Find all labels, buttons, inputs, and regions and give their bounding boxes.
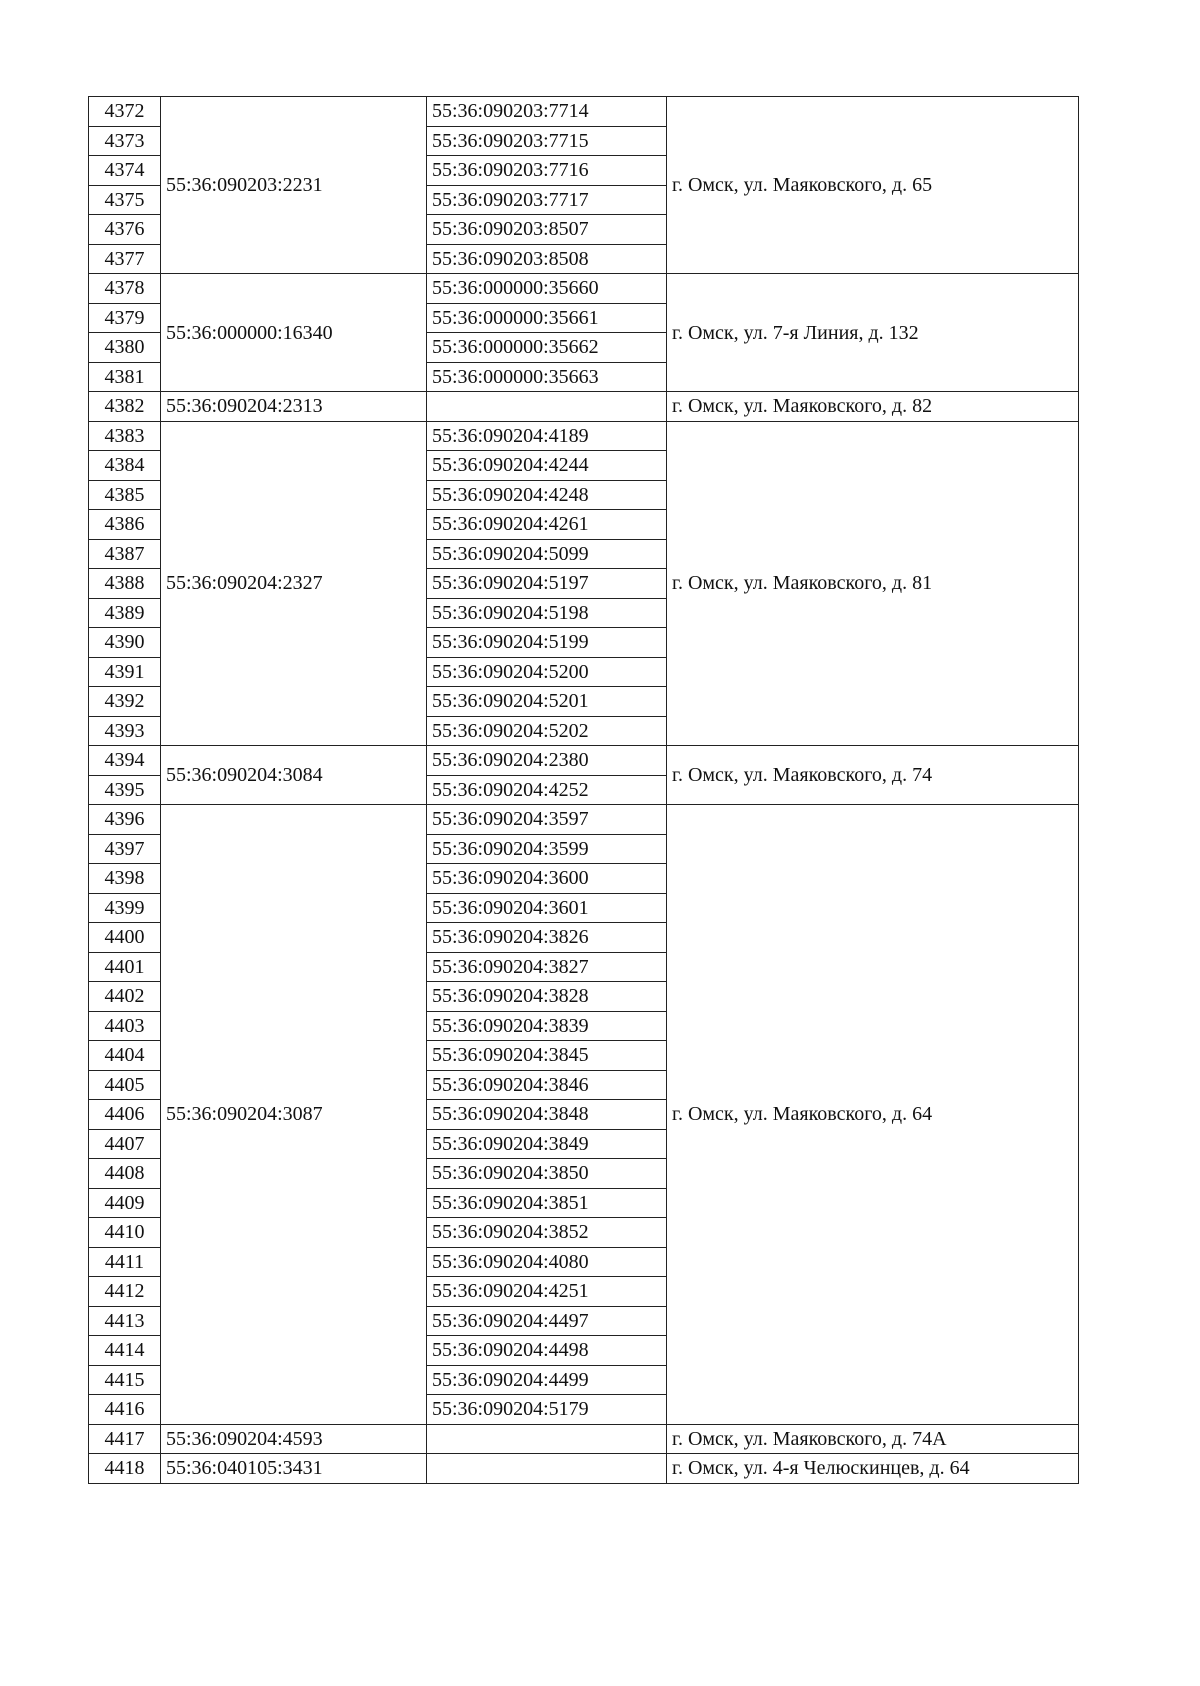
row-number-cell: 4398 [89, 864, 161, 894]
row-number-cell: 4393 [89, 716, 161, 746]
object-cadastral-number-cell: 55:36:000000:35663 [427, 362, 667, 392]
object-cadastral-number-cell: 55:36:090204:5202 [427, 716, 667, 746]
object-cadastral-number-cell: 55:36:090204:3827 [427, 952, 667, 982]
object-cadastral-number-cell: 55:36:090204:3851 [427, 1188, 667, 1218]
object-cadastral-number-cell: 55:36:090204:4248 [427, 480, 667, 510]
object-cadastral-number-cell: 55:36:090204:5198 [427, 598, 667, 628]
row-number-cell: 4407 [89, 1129, 161, 1159]
row-number-cell: 4402 [89, 982, 161, 1012]
row-number-cell: 4396 [89, 805, 161, 835]
row-number-cell: 4380 [89, 333, 161, 363]
address-cell: г. Омск, ул. Маяковского, д. 64 [667, 805, 1079, 1425]
object-cadastral-number-cell: 55:36:090204:3846 [427, 1070, 667, 1100]
object-cadastral-number-cell: 55:36:090204:4244 [427, 451, 667, 481]
row-number-cell: 4417 [89, 1424, 161, 1454]
row-number-cell: 4389 [89, 598, 161, 628]
row-number-cell: 4386 [89, 510, 161, 540]
object-cadastral-number-cell [427, 392, 667, 422]
object-cadastral-number-cell: 55:36:090204:3850 [427, 1159, 667, 1189]
object-cadastral-number-cell: 55:36:090204:5099 [427, 539, 667, 569]
row-number-cell: 4383 [89, 421, 161, 451]
object-cadastral-number-cell: 55:36:090203:7717 [427, 185, 667, 215]
object-cadastral-number-cell: 55:36:090203:8508 [427, 244, 667, 274]
cadastral-register-table [88, 96, 1079, 1484]
object-cadastral-number-cell: 55:36:090203:7715 [427, 126, 667, 156]
object-cadastral-number-cell: 55:36:090204:5200 [427, 657, 667, 687]
parcel-cadastral-number-cell: 55:36:090204:3087 [161, 805, 427, 1425]
row-number-cell: 4376 [89, 215, 161, 245]
row-number-cell: 4384 [89, 451, 161, 481]
row-number-cell: 4379 [89, 303, 161, 333]
row-number-cell: 4392 [89, 687, 161, 717]
row-number-cell: 4415 [89, 1365, 161, 1395]
object-cadastral-number-cell: 55:36:090204:3597 [427, 805, 667, 835]
row-number-cell: 4405 [89, 1070, 161, 1100]
object-cadastral-number-cell: 55:36:090204:5201 [427, 687, 667, 717]
row-number-cell: 4388 [89, 569, 161, 599]
address-cell: г. Омск, ул. Маяковского, д. 82 [667, 392, 1079, 422]
object-cadastral-number-cell: 55:36:090204:3828 [427, 982, 667, 1012]
parcel-cadastral-number-cell: 55:36:090203:2231 [161, 97, 427, 274]
row-number-cell: 4410 [89, 1218, 161, 1248]
row-number-cell: 4394 [89, 746, 161, 776]
row-number-cell: 4372 [89, 97, 161, 127]
row-number-cell: 4382 [89, 392, 161, 422]
document-sheet [88, 96, 1079, 1484]
row-number-cell: 4395 [89, 775, 161, 805]
row-number-cell: 4403 [89, 1011, 161, 1041]
object-cadastral-number-cell [427, 1424, 667, 1454]
address-cell: г. Омск, ул. Маяковского, д. 74 [667, 746, 1079, 805]
register-table-body [89, 97, 1079, 1484]
table-row [89, 746, 1079, 776]
object-cadastral-number-cell: 55:36:000000:35661 [427, 303, 667, 333]
address-cell: г. Омск, ул. Маяковского, д. 65 [667, 97, 1079, 274]
table-row [89, 1454, 1079, 1484]
address-cell: г. Омск, ул. Маяковского, д. 74А [667, 1424, 1079, 1454]
row-number-cell: 4412 [89, 1277, 161, 1307]
object-cadastral-number-cell: 55:36:090204:4252 [427, 775, 667, 805]
table-row [89, 392, 1079, 422]
row-number-cell: 4385 [89, 480, 161, 510]
address-cell: г. Омск, ул. 7-я Линия, д. 132 [667, 274, 1079, 392]
row-number-cell: 4373 [89, 126, 161, 156]
object-cadastral-number-cell: 55:36:090204:4261 [427, 510, 667, 540]
object-cadastral-number-cell: 55:36:090204:3849 [427, 1129, 667, 1159]
object-cadastral-number-cell [427, 1454, 667, 1484]
row-number-cell: 4404 [89, 1041, 161, 1071]
object-cadastral-number-cell: 55:36:090204:5199 [427, 628, 667, 658]
object-cadastral-number-cell: 55:36:000000:35660 [427, 274, 667, 304]
object-cadastral-number-cell: 55:36:090204:4498 [427, 1336, 667, 1366]
row-number-cell: 4418 [89, 1454, 161, 1484]
row-number-cell: 4406 [89, 1100, 161, 1130]
object-cadastral-number-cell: 55:36:090204:4080 [427, 1247, 667, 1277]
parcel-cadastral-number-cell: 55:36:090204:2327 [161, 421, 427, 746]
row-number-cell: 4375 [89, 185, 161, 215]
object-cadastral-number-cell: 55:36:000000:35662 [427, 333, 667, 363]
row-number-cell: 4399 [89, 893, 161, 923]
table-row [89, 421, 1079, 451]
object-cadastral-number-cell: 55:36:090203:7716 [427, 156, 667, 186]
parcel-cadastral-number-cell: 55:36:040105:3431 [161, 1454, 427, 1484]
row-number-cell: 4400 [89, 923, 161, 953]
object-cadastral-number-cell: 55:36:090203:8507 [427, 215, 667, 245]
object-cadastral-number-cell: 55:36:090204:3826 [427, 923, 667, 953]
row-number-cell: 4416 [89, 1395, 161, 1425]
row-number-cell: 4374 [89, 156, 161, 186]
row-number-cell: 4378 [89, 274, 161, 304]
row-number-cell: 4409 [89, 1188, 161, 1218]
row-number-cell: 4401 [89, 952, 161, 982]
row-number-cell: 4397 [89, 834, 161, 864]
parcel-cadastral-number-cell: 55:36:090204:2313 [161, 392, 427, 422]
row-number-cell: 4387 [89, 539, 161, 569]
parcel-cadastral-number-cell: 55:36:090204:4593 [161, 1424, 427, 1454]
object-cadastral-number-cell: 55:36:090204:4189 [427, 421, 667, 451]
row-number-cell: 4381 [89, 362, 161, 392]
table-row [89, 1424, 1079, 1454]
object-cadastral-number-cell: 55:36:090204:4499 [427, 1365, 667, 1395]
row-number-cell: 4377 [89, 244, 161, 274]
object-cadastral-number-cell: 55:36:090203:7714 [427, 97, 667, 127]
parcel-cadastral-number-cell: 55:36:090204:3084 [161, 746, 427, 805]
row-number-cell: 4414 [89, 1336, 161, 1366]
object-cadastral-number-cell: 55:36:090204:3600 [427, 864, 667, 894]
object-cadastral-number-cell: 55:36:090204:3601 [427, 893, 667, 923]
object-cadastral-number-cell: 55:36:090204:3848 [427, 1100, 667, 1130]
object-cadastral-number-cell: 55:36:090204:3839 [427, 1011, 667, 1041]
object-cadastral-number-cell: 55:36:090204:2380 [427, 746, 667, 776]
object-cadastral-number-cell: 55:36:090204:3599 [427, 834, 667, 864]
table-row [89, 274, 1079, 304]
row-number-cell: 4411 [89, 1247, 161, 1277]
object-cadastral-number-cell: 55:36:090204:3845 [427, 1041, 667, 1071]
row-number-cell: 4408 [89, 1159, 161, 1189]
object-cadastral-number-cell: 55:36:090204:3852 [427, 1218, 667, 1248]
row-number-cell: 4413 [89, 1306, 161, 1336]
parcel-cadastral-number-cell: 55:36:000000:16340 [161, 274, 427, 392]
table-row [89, 805, 1079, 835]
address-cell: г. Омск, ул. 4-я Челюскинцев, д. 64 [667, 1454, 1079, 1484]
object-cadastral-number-cell: 55:36:090204:5179 [427, 1395, 667, 1425]
object-cadastral-number-cell: 55:36:090204:5197 [427, 569, 667, 599]
object-cadastral-number-cell: 55:36:090204:4497 [427, 1306, 667, 1336]
table-row [89, 97, 1079, 127]
object-cadastral-number-cell: 55:36:090204:4251 [427, 1277, 667, 1307]
row-number-cell: 4390 [89, 628, 161, 658]
address-cell: г. Омск, ул. Маяковского, д. 81 [667, 421, 1079, 746]
row-number-cell: 4391 [89, 657, 161, 687]
